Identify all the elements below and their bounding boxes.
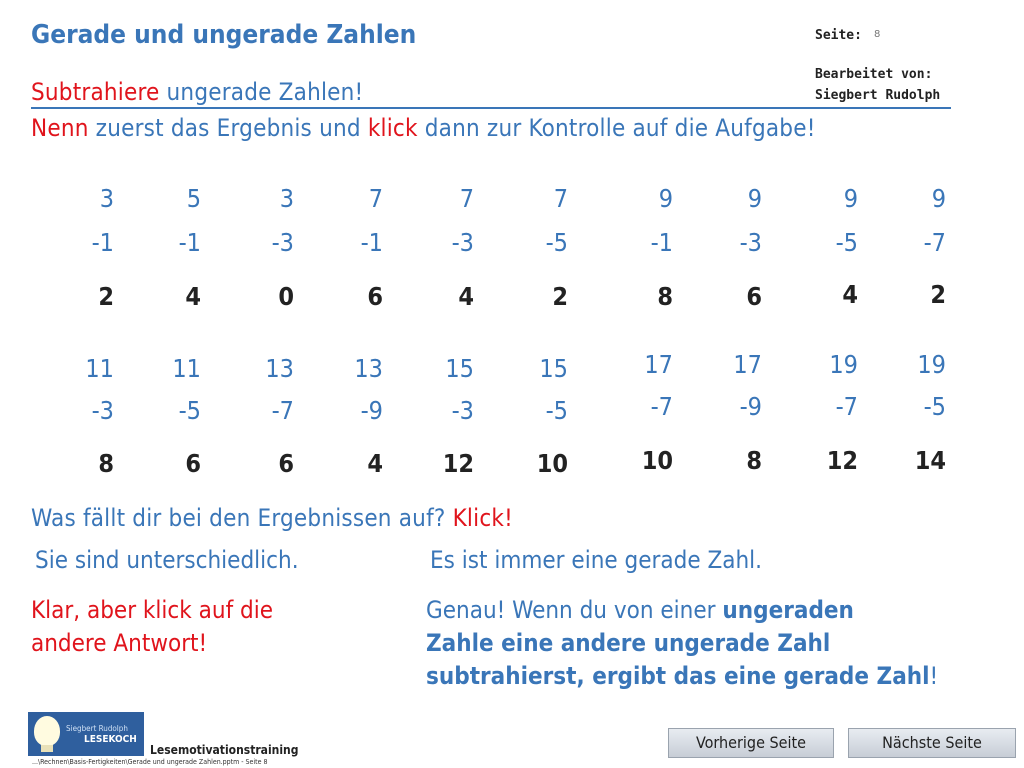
result: 6 [278,449,294,478]
answer-option-2[interactable]: Es ist immer eine gerade Zahl. [430,546,763,574]
question-click[interactable]: Klick! [452,504,513,532]
instruction-verb: Subtrahiere [31,78,160,106]
subtrahend[interactable]: -7 [835,392,858,421]
minuend[interactable]: 17 [644,350,673,379]
minuend[interactable]: 5 [186,184,201,213]
feedback-wrong-line-2: andere Antwort! [31,629,208,657]
instruction-mid: zuerst das Ergebnis und [88,114,368,142]
minuend[interactable]: 3 [99,184,114,213]
result: 2 [930,280,946,309]
minuend[interactable]: 9 [843,184,858,213]
result: 12 [826,446,858,475]
result: 4 [185,282,201,311]
feedback-right-line-3: subtrahierst, ergibt das eine gerade Zahl! [426,662,939,690]
subtrahend[interactable]: -3 [739,228,762,257]
subtrahend[interactable]: -3 [91,396,114,425]
result: 2 [552,282,568,311]
divider [31,107,951,109]
program-name: Lesemotivationstraining [150,743,299,757]
result: 0 [278,282,294,311]
minuend[interactable]: 9 [747,184,762,213]
result: 12 [442,449,474,478]
minuend[interactable]: 19 [917,350,946,379]
subtrahend[interactable]: -5 [835,228,858,257]
feedback-right-line-2: Zahle eine andere ungerade Zahl [426,629,831,657]
lesekoch-logo [28,712,144,756]
result: 4 [458,282,474,311]
previous-page-button[interactable]: Vorherige Seite [668,728,834,758]
feedback-wrong-line-1: Klar, aber klick auf die [31,596,274,624]
minuend[interactable]: 3 [279,184,294,213]
logo-author: Siegbert Rudolph [66,724,128,733]
subtrahend[interactable]: -3 [451,396,474,425]
minuend[interactable]: 9 [931,184,946,213]
minuend[interactable]: 17 [733,350,762,379]
result: 10 [641,446,673,475]
result: 2 [98,282,114,311]
minuend[interactable]: 13 [265,354,294,383]
result: 4 [842,280,858,309]
instruction-nenn: Nenn [31,114,89,142]
subtrahend[interactable]: -3 [271,228,294,257]
result: 8 [98,449,114,478]
minuend[interactable]: 11 [85,354,114,383]
result: 8 [746,446,762,475]
minuend[interactable]: 7 [459,184,474,213]
edited-by-label: Bearbeitet von: [815,67,933,82]
subtrahend[interactable]: -5 [545,396,568,425]
result: 14 [914,446,946,475]
minuend[interactable]: 11 [172,354,201,383]
subtrahend[interactable]: -1 [178,228,201,257]
minuend[interactable]: 15 [445,354,474,383]
subtrahend[interactable]: -7 [923,228,946,257]
lightbulb-base [41,745,53,752]
subtrahend[interactable]: -3 [451,228,474,257]
feedback-right-line-1: Genau! Wenn du von einer ungeraden [426,596,854,624]
feedback-wrong [31,594,273,660]
minuend[interactable]: 7 [553,184,568,213]
minuend[interactable]: 19 [829,350,858,379]
question-text: Was fällt dir bei den Ergebnissen auf? [31,504,453,532]
page-label: Seite: [815,28,862,43]
question [31,504,513,532]
result: 6 [746,282,762,311]
instruction-klick: klick [367,114,418,142]
subtrahend[interactable]: -1 [650,228,673,257]
subtrahend[interactable]: -5 [178,396,201,425]
feedback-right [426,594,938,693]
author-name: Siegbert Rudolph [815,88,941,103]
logo-brand: LESEKOCH [84,734,137,745]
instruction-end: dann zur Kontrolle auf die Aufgabe! [417,114,816,142]
result: 6 [185,449,201,478]
answer-option-1[interactable]: Sie sind unterschiedlich. [35,546,299,574]
page-title: Gerade und ungerade Zahlen [31,20,417,50]
result: 10 [536,449,568,478]
result: 4 [367,449,383,478]
instruction-line-2 [31,114,816,142]
subtrahend[interactable]: -1 [91,228,114,257]
instruction-line-1 [31,78,363,106]
lightbulb-icon [34,716,60,746]
minuend[interactable]: 7 [368,184,383,213]
next-page-button[interactable]: Nächste Seite [848,728,1016,758]
subtrahend[interactable]: -9 [739,392,762,421]
result: 6 [367,282,383,311]
file-path: ...\Rechnen\Basis-Fertigkeiten\Gerade und ungerade Zahlen.pptm - Seite 8 [32,758,268,766]
subtrahend[interactable]: -5 [545,228,568,257]
page-number: 8 [874,29,881,40]
minuend[interactable]: 9 [658,184,673,213]
subtrahend[interactable]: -1 [360,228,383,257]
subtrahend[interactable]: -9 [360,396,383,425]
instruction-text: ungerade Zahlen! [159,78,364,106]
minuend[interactable]: 13 [354,354,383,383]
result: 8 [657,282,673,311]
subtrahend[interactable]: -7 [271,396,294,425]
subtrahend[interactable]: -5 [923,392,946,421]
subtrahend[interactable]: -7 [650,392,673,421]
minuend[interactable]: 15 [539,354,568,383]
